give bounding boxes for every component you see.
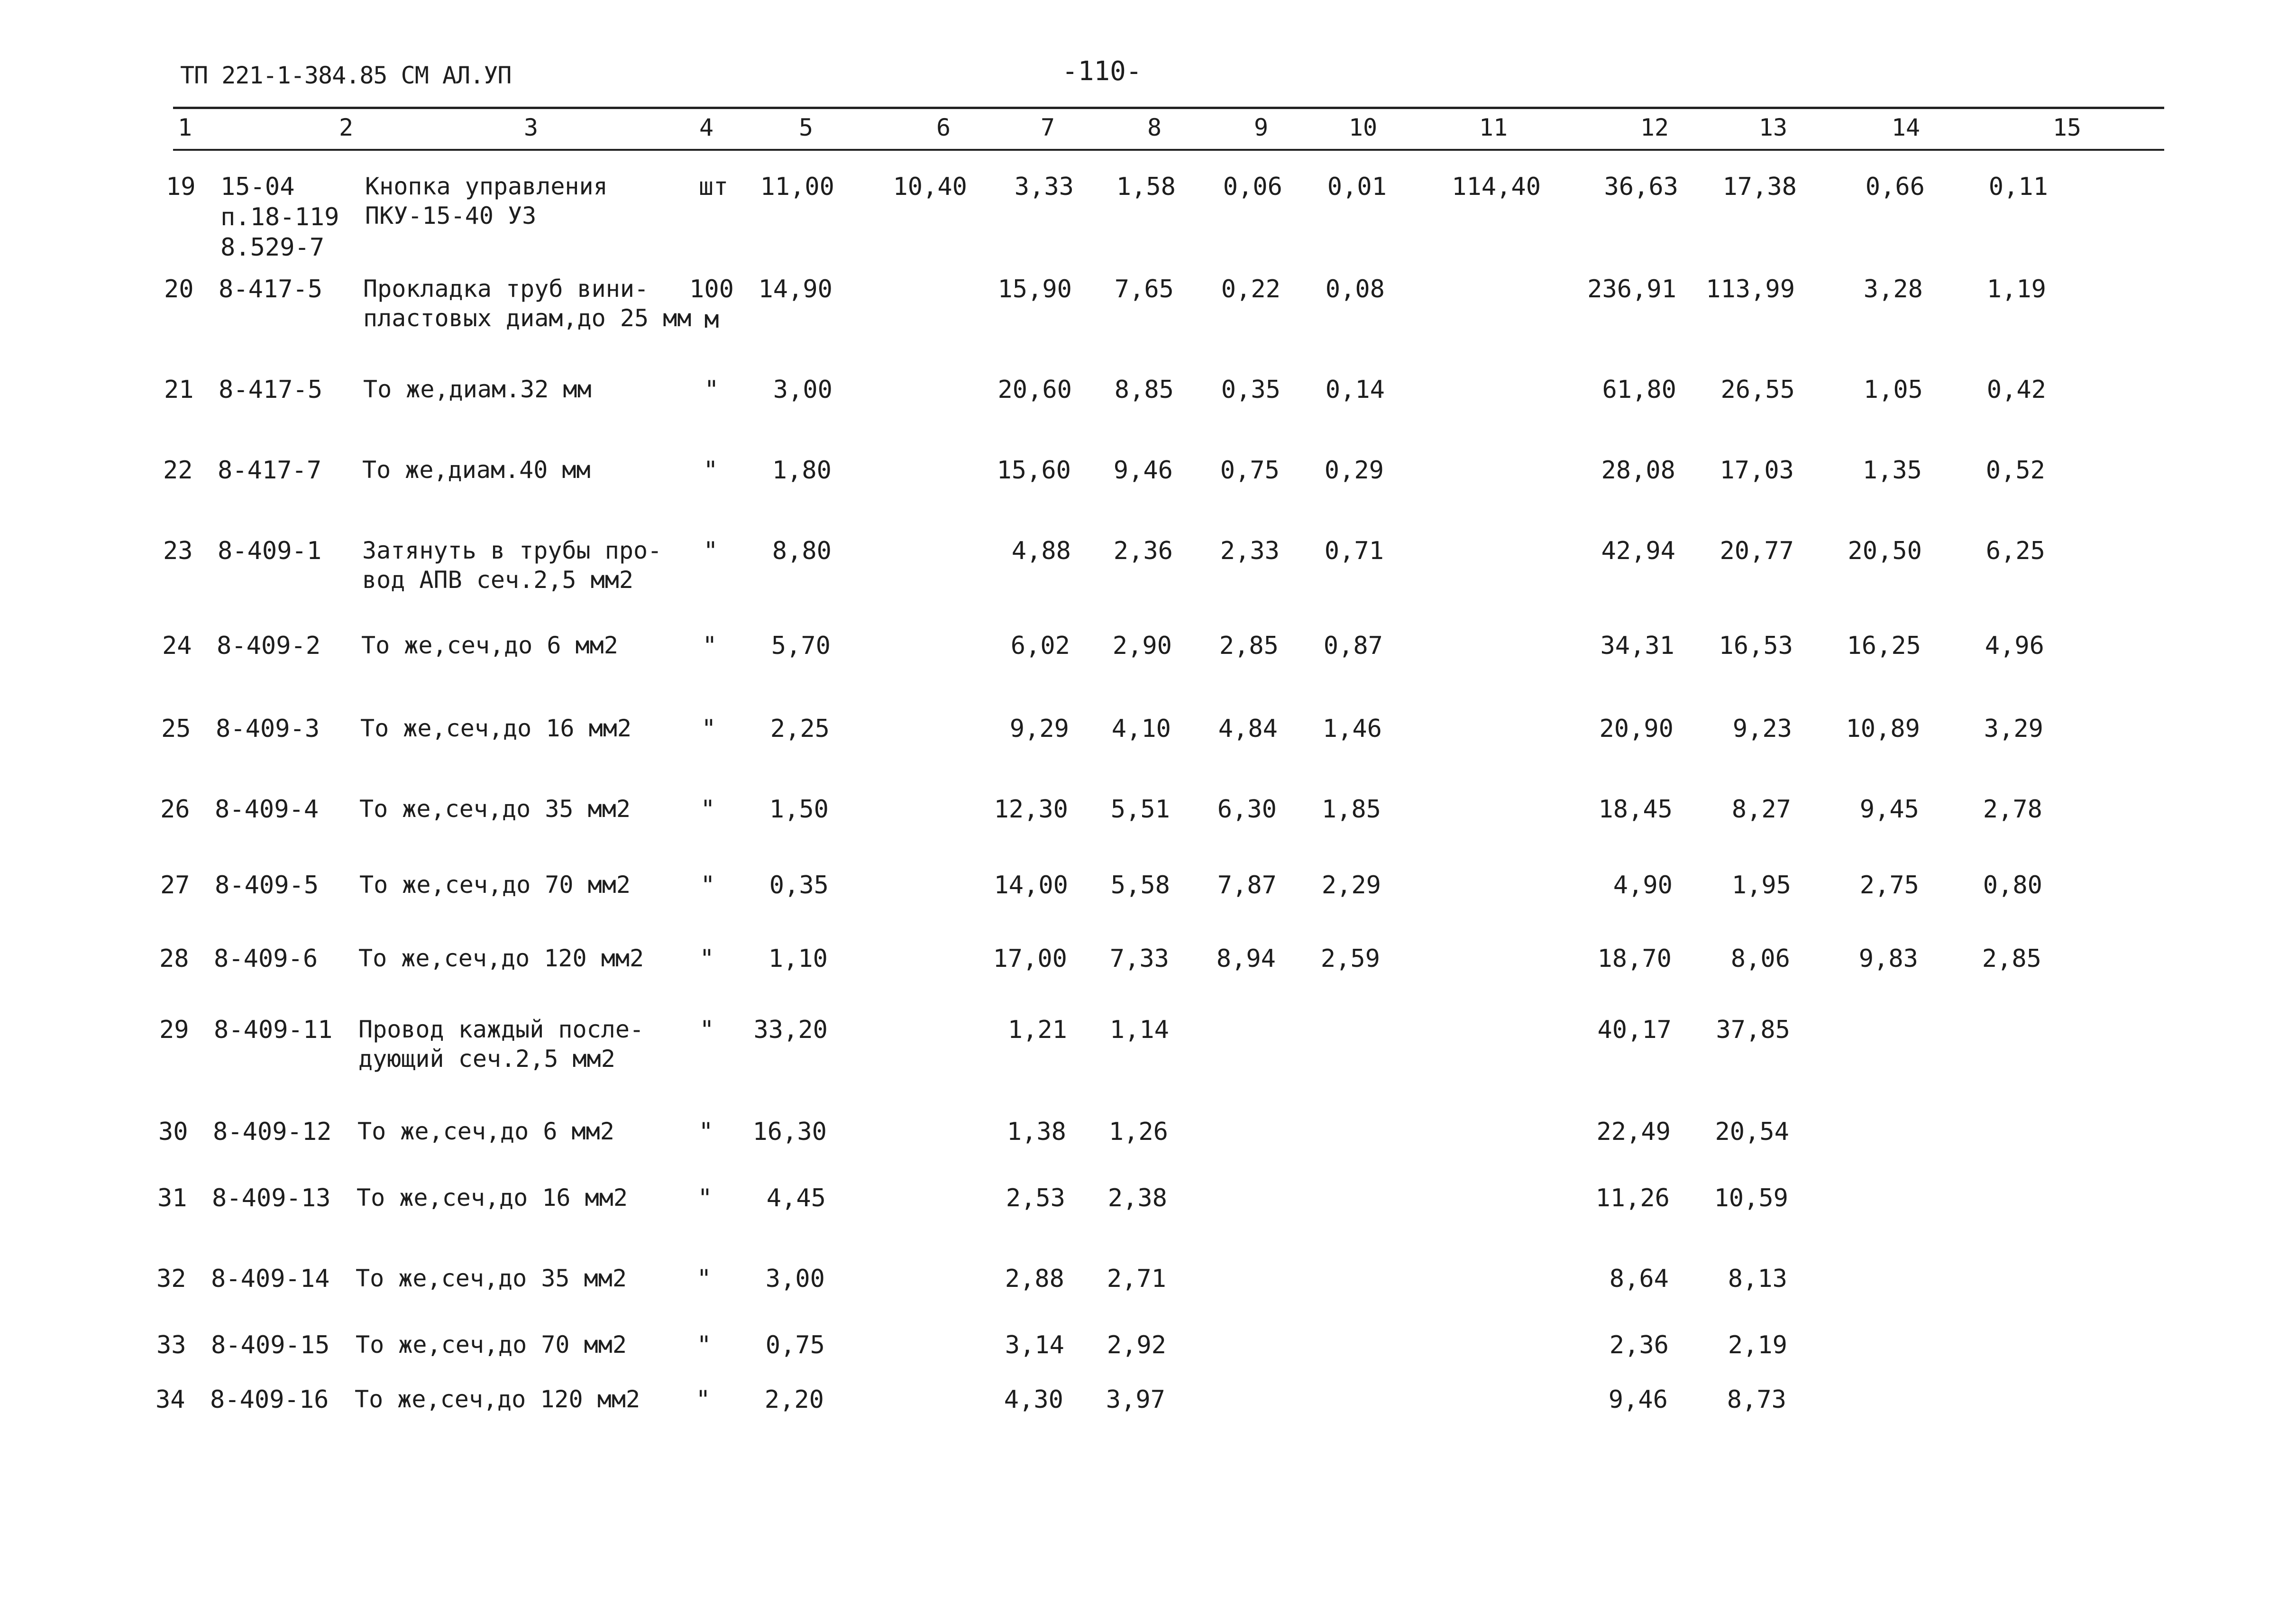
cell-c14: 9,83 (1858, 945, 1918, 973)
cell-c7: 2,88 (1005, 1265, 1064, 1293)
cell-c9: 2,33 (1220, 537, 1280, 565)
cell-c12: 34,31 (1600, 632, 1674, 660)
cell-c14: 1,05 (1863, 376, 1923, 404)
cell-desc: То же,сеч,до 120 мм2 (355, 1385, 640, 1413)
cell-c11: 114,40 (1452, 173, 1541, 201)
cell-c14: 10,89 (1846, 715, 1920, 743)
cell-desc: То же,диам.40 мм (362, 456, 591, 484)
cell-c7: 3,33 (1014, 173, 1074, 201)
cell-desc: То же,сеч,до 16 мм2 (357, 1184, 628, 1211)
cell-c9: 0,35 (1221, 376, 1281, 404)
cell-unit: " (699, 945, 714, 973)
cell-code: 8-409-2 (217, 632, 321, 660)
cell-code: 8-409-1 (218, 537, 322, 565)
cell-unit: " (699, 1016, 714, 1044)
cell-c15: 1,19 (1986, 275, 2046, 303)
cell-c15: 0,80 (1983, 871, 2042, 899)
cell-c7: 1,21 (1007, 1016, 1067, 1044)
cell-c9: 0,06 (1223, 173, 1282, 201)
cell-c14: 16,25 (1847, 632, 1921, 660)
cell-unit: " (696, 1331, 712, 1359)
cell-c12: 28,08 (1601, 456, 1675, 485)
cell-c9: 4,84 (1218, 715, 1278, 743)
cell-c7: 3,14 (1005, 1331, 1064, 1359)
cell-desc: То же,диам.32 мм (363, 376, 592, 403)
cell-code: 8-409-14 (211, 1265, 330, 1293)
cell-c8: 8,85 (1114, 376, 1174, 404)
column-number-12: 12 (1640, 114, 1669, 141)
cell-c5: 8,80 (772, 537, 832, 565)
cell-n: 34 (156, 1385, 185, 1414)
column-number-5: 5 (798, 114, 814, 141)
cell-c10: 1,46 (1322, 715, 1382, 743)
cell-unit: " (696, 1265, 712, 1293)
cell-c5: 1,10 (768, 945, 828, 973)
cell-c5: 3,00 (773, 376, 832, 404)
column-number-2: 2 (338, 114, 354, 141)
cell-c8: 9,46 (1113, 456, 1173, 485)
cell-c7: 20,60 (997, 376, 1072, 404)
cell-c8: 7,65 (1114, 275, 1174, 303)
cell-desc: То же,сеч,до 70 мм2 (356, 1331, 627, 1358)
cell-code: 8-409-5 (215, 871, 319, 899)
column-number-9: 9 (1253, 114, 1269, 141)
cell-c5: 2,20 (764, 1385, 824, 1414)
cell-c12: 20,90 (1599, 715, 1674, 743)
cell-code: 8-417-7 (218, 456, 322, 485)
cell-c12: 18,70 (1597, 945, 1672, 973)
cell-c7: 15,60 (997, 456, 1071, 485)
cell-code: 8-409-4 (215, 795, 319, 824)
column-number-4: 4 (699, 114, 714, 141)
cell-unit: " (703, 456, 718, 485)
column-number-3: 3 (523, 114, 539, 141)
cell-c10: 0,14 (1325, 376, 1385, 404)
cell-c14: 9,45 (1859, 795, 1919, 824)
cell-c15: 0,42 (1986, 376, 2046, 404)
cell-n: 33 (156, 1331, 186, 1359)
cell-code: 8-409-13 (212, 1184, 331, 1212)
cell-n: 30 (158, 1118, 188, 1146)
cell-c7: 12,30 (994, 795, 1068, 824)
cell-c12: 18,45 (1598, 795, 1673, 824)
cell-c5: 0,75 (765, 1331, 825, 1359)
column-number-13: 13 (1758, 114, 1788, 141)
cell-c10: 0,01 (1327, 173, 1387, 201)
table-header-rule (173, 149, 2164, 151)
cell-code: 15-04 п.18-119 8.529-7 (220, 173, 339, 262)
cell-unit: " (697, 1184, 713, 1212)
cell-desc: То же,сеч,до 6 мм2 (357, 1118, 614, 1145)
cell-desc: То же,сеч,до 6 мм2 (361, 632, 618, 659)
cell-c5: 4,45 (766, 1184, 826, 1212)
cell-c8: 2,71 (1107, 1265, 1166, 1293)
cell-c10: 2,29 (1321, 871, 1381, 899)
column-number-14: 14 (1891, 114, 1921, 141)
cell-c12: 2,36 (1609, 1331, 1669, 1359)
cell-c8: 1,14 (1109, 1016, 1169, 1044)
cell-c14: 1,35 (1862, 456, 1922, 485)
cell-c13: 2,19 (1728, 1331, 1787, 1359)
cell-c13: 20,77 (1720, 537, 1794, 565)
cell-desc: Затянуть в трубы про- вод АПВ сеч.2,5 мм2 (362, 537, 662, 594)
cell-desc: Прокладка труб вини- пластовых диам,до 25 мм (363, 275, 692, 332)
cell-c8: 1,58 (1116, 173, 1176, 201)
cell-c9: 0,75 (1220, 456, 1280, 485)
cell-unit: " (700, 795, 715, 824)
column-number-1: 1 (177, 114, 192, 141)
cell-c7: 4,88 (1011, 537, 1071, 565)
cell-c8: 5,58 (1110, 871, 1170, 899)
cell-c5: 1,80 (772, 456, 832, 485)
cell-c14: 3,28 (1863, 275, 1923, 303)
cell-c10: 2,59 (1320, 945, 1380, 973)
cell-c8: 4,10 (1111, 715, 1171, 743)
cell-code: 8-417-5 (219, 275, 323, 303)
cell-c5: 1,50 (769, 795, 829, 824)
cell-n: 21 (164, 376, 194, 404)
cell-c13: 1,95 (1731, 871, 1791, 899)
cell-c12: 4,90 (1613, 871, 1673, 899)
cell-c9: 6,30 (1217, 795, 1277, 824)
cell-n: 22 (163, 456, 193, 485)
cell-c10: 0,08 (1325, 275, 1385, 303)
cell-c9: 7,87 (1217, 871, 1277, 899)
cell-c12: 36,63 (1604, 173, 1678, 201)
cell-c12: 22,49 (1596, 1118, 1671, 1146)
cell-c7: 17,00 (993, 945, 1067, 973)
cell-c5: 14,90 (758, 275, 832, 303)
cell-code: 8-409-6 (214, 945, 318, 973)
cell-c5: 0,35 (769, 871, 829, 899)
column-number-15: 15 (2052, 114, 2082, 141)
cell-c5: 16,30 (752, 1118, 827, 1146)
cell-unit: 100 м (689, 275, 734, 334)
cell-desc: Провод каждый после- дующий сеч.2,5 мм2 (358, 1016, 644, 1073)
cell-c15: 2,78 (1983, 795, 2042, 824)
column-number-11: 11 (1479, 114, 1508, 141)
cell-c10: 1,85 (1321, 795, 1381, 824)
cell-c9: 0,22 (1221, 275, 1281, 303)
cell-c13: 8,06 (1730, 945, 1790, 973)
cell-c12: 11,26 (1595, 1184, 1670, 1212)
cell-c13: 17,38 (1722, 173, 1797, 201)
cell-n: 27 (160, 871, 190, 899)
cell-c15: 2,85 (1982, 945, 2041, 973)
cell-n: 32 (156, 1265, 186, 1293)
cell-n: 28 (159, 945, 189, 973)
cell-c15: 6,25 (1985, 537, 2045, 565)
cell-c12: 236,91 (1587, 275, 1676, 303)
cell-c5: 11,00 (760, 173, 834, 201)
cell-c10: 0,29 (1324, 456, 1384, 485)
cell-c15: 0,11 (1988, 173, 2048, 201)
cell-unit: " (700, 871, 715, 899)
cell-c8: 2,36 (1113, 537, 1173, 565)
cell-c10: 0,71 (1324, 537, 1384, 565)
cell-unit: " (704, 376, 719, 404)
cell-n: 19 (166, 173, 196, 201)
cell-c14: 2,75 (1859, 871, 1919, 899)
cell-c5: 33,20 (753, 1016, 828, 1044)
cell-n: 20 (164, 275, 194, 303)
cell-code: 8-409-16 (210, 1385, 329, 1414)
cell-code: 8-409-3 (216, 715, 320, 743)
cell-unit: " (703, 537, 718, 565)
cell-c13: 16,53 (1719, 632, 1793, 660)
cell-c13: 9,23 (1732, 715, 1792, 743)
cell-code: 8-409-15 (211, 1331, 330, 1359)
cell-c7: 9,29 (1009, 715, 1069, 743)
column-number-7: 7 (1040, 114, 1055, 141)
document-code: ТП 221-1-384.85 СМ АЛ.УП (180, 62, 512, 89)
cell-c10: 0,87 (1323, 632, 1383, 660)
table-top-rule (173, 107, 2164, 109)
cell-n: 26 (160, 795, 190, 824)
cell-c5: 3,00 (765, 1265, 825, 1293)
cell-c6: 10,40 (893, 173, 967, 201)
cell-n: 29 (159, 1016, 189, 1044)
cell-c13: 20,54 (1715, 1118, 1789, 1146)
cell-c13: 17,03 (1720, 456, 1794, 485)
cell-c13: 37,85 (1716, 1016, 1790, 1044)
cell-c12: 9,46 (1608, 1385, 1668, 1414)
cell-unit: " (701, 715, 716, 743)
cell-c8: 7,33 (1109, 945, 1169, 973)
cell-c13: 10,59 (1714, 1184, 1788, 1212)
cell-n: 23 (163, 537, 193, 565)
cell-c13: 8,27 (1731, 795, 1791, 824)
column-number-6: 6 (936, 114, 951, 141)
cell-unit: " (695, 1385, 711, 1414)
cell-c12: 8,64 (1609, 1265, 1669, 1293)
cell-c12: 42,94 (1601, 537, 1675, 565)
cell-c15: 0,52 (1985, 456, 2045, 485)
cell-code: 8-417-5 (219, 376, 323, 404)
cell-c8: 5,51 (1110, 795, 1170, 824)
cell-c7: 2,53 (1006, 1184, 1065, 1212)
cell-c7: 1,38 (1006, 1118, 1066, 1146)
cell-n: 24 (162, 632, 192, 660)
cell-desc: То же,сеч,до 16 мм2 (360, 715, 631, 742)
cell-c15: 3,29 (1984, 715, 2043, 743)
cell-c12: 61,80 (1602, 376, 1676, 404)
cell-c7: 4,30 (1004, 1385, 1063, 1414)
cell-c9: 8,94 (1216, 945, 1276, 973)
cell-desc: То же,сеч,до 120 мм2 (358, 945, 644, 972)
cell-c8: 2,38 (1107, 1184, 1167, 1212)
cell-c13: 113,99 (1706, 275, 1795, 303)
cell-c8: 2,92 (1107, 1331, 1166, 1359)
cell-unit: " (702, 632, 717, 660)
cell-desc: Кнопка управления ПКУ-15-40 УЗ (365, 173, 608, 229)
cell-desc: То же,сеч,до 35 мм2 (356, 1265, 627, 1292)
cell-c7: 15,90 (997, 275, 1072, 303)
cell-n: 31 (157, 1184, 187, 1212)
cell-c14: 0,66 (1865, 173, 1925, 201)
cell-c5: 2,25 (770, 715, 830, 743)
page-number: -110- (1062, 56, 1142, 87)
cell-c5: 5,70 (771, 632, 831, 660)
cell-c8: 1,26 (1108, 1118, 1168, 1146)
column-number-8: 8 (1147, 114, 1162, 141)
cell-c14: 20,50 (1848, 537, 1922, 565)
cell-code: 8-409-11 (214, 1016, 333, 1044)
cell-c7: 14,00 (994, 871, 1068, 899)
cell-desc: То же,сеч,до 35 мм2 (359, 795, 631, 823)
cell-code: 8-409-12 (213, 1118, 332, 1146)
cell-c15: 4,96 (1985, 632, 2044, 660)
cell-unit: " (698, 1118, 713, 1146)
cell-c9: 2,85 (1219, 632, 1279, 660)
cell-c8: 3,97 (1106, 1385, 1165, 1414)
cell-unit: шт (698, 173, 729, 201)
cell-desc: То же,сеч,до 70 мм2 (359, 871, 631, 899)
cell-c8: 2,90 (1112, 632, 1172, 660)
cell-c7: 6,02 (1010, 632, 1070, 660)
column-number-10: 10 (1348, 114, 1378, 141)
cell-n: 25 (161, 715, 191, 743)
cell-c13: 8,13 (1728, 1265, 1787, 1293)
cell-c12: 40,17 (1597, 1016, 1672, 1044)
cell-c13: 8,73 (1727, 1385, 1786, 1414)
cell-c13: 26,55 (1720, 376, 1795, 404)
